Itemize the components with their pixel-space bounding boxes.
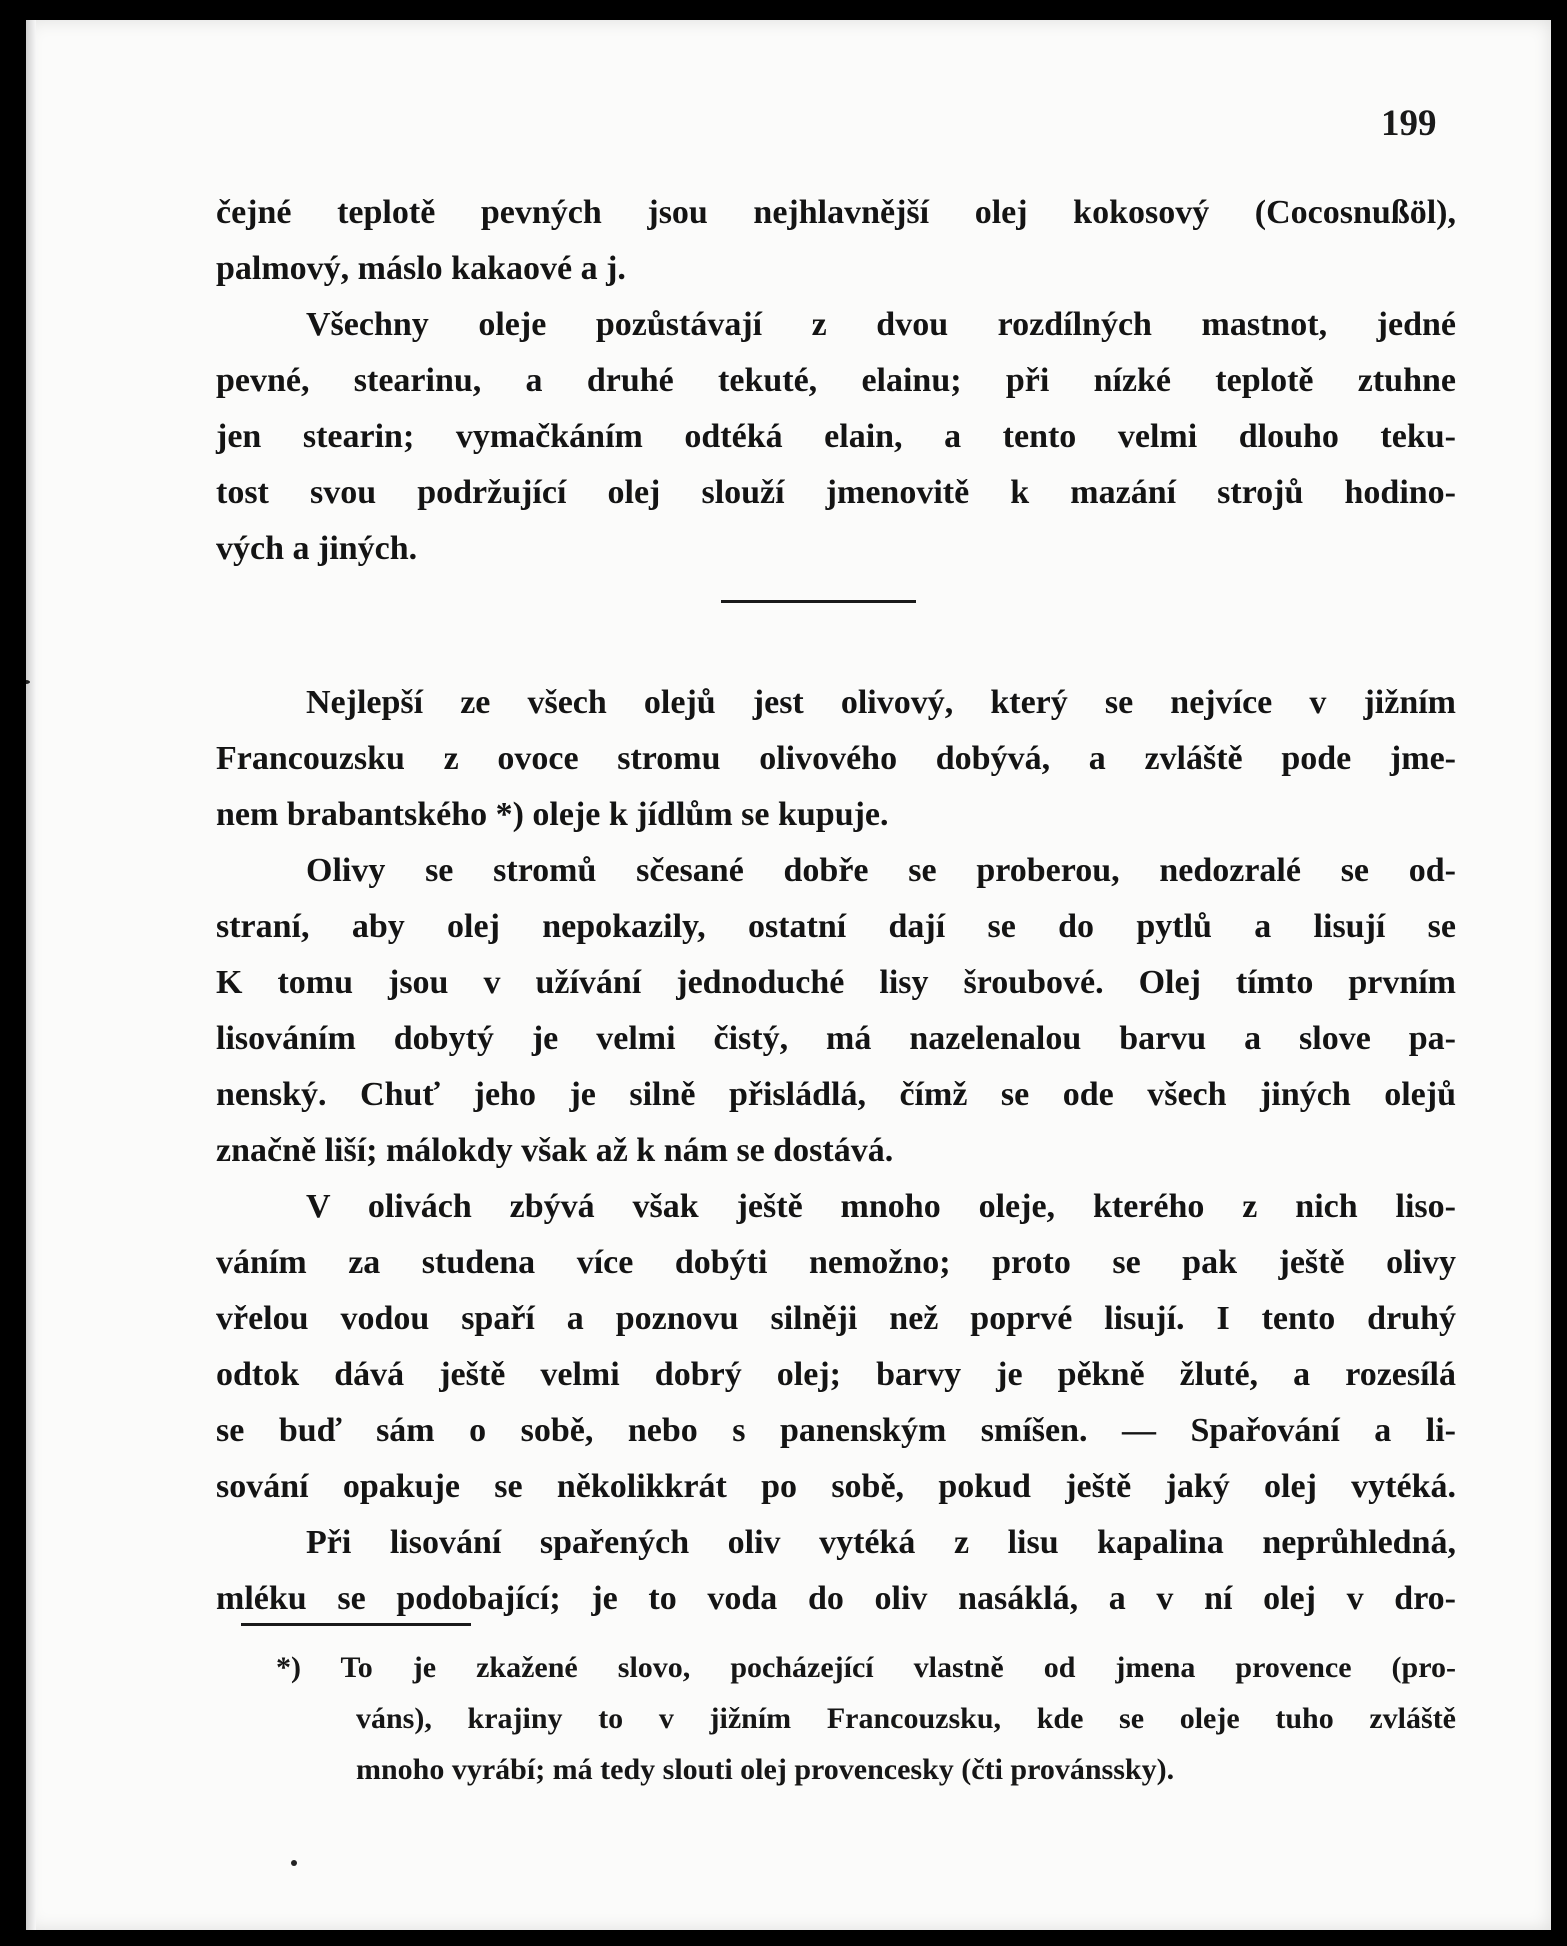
text-line: mléku se podobající; je to voda do oliv nasáklá, a v ní olej v dro- <box>216 1580 1456 1617</box>
book-page <box>26 20 1551 1930</box>
footnote-rule <box>241 1623 471 1626</box>
text-line: K tomu jsou v užívání jednoduché lisy šroubové. Olej tímto prvním <box>216 964 1456 1001</box>
text-line: lisováním dobytý je velmi čistý, má nazelenalou barvu a slove pa- <box>216 1020 1456 1057</box>
text-line: sování opakuje se několikkrát po sobě, pokud ještě jaký olej vytéká. <box>216 1468 1456 1505</box>
text-line: vřelou vodou spaří a poznovu silněji než poprvé lisují. I tento druhý <box>216 1300 1456 1337</box>
text-line: nenský. Chuť jeho je silně přisládlá, čímž se ode všech jiných olejů <box>216 1076 1456 1113</box>
footnote-line: *) To je zkažené slovo, pocházející vlastně od jmena provence (pro- <box>276 1651 1456 1684</box>
text-line: Všechny oleje pozůstávají z dvou rozdílných mastnot, jedné <box>306 306 1456 343</box>
paragraph-block-olive-oil <box>216 675 1456 1627</box>
text-line: Olivy se stromů sčesané dobře se proberou, nedozralé se od- <box>306 852 1456 889</box>
text-line: palmový, máslo kakaové a j. <box>216 250 626 287</box>
text-line: Francouzsku z ovoce stromu olivového dobývá, a zvláště pode jme- <box>216 740 1456 777</box>
section-divider <box>721 600 916 603</box>
text-line: nem brabantského *) oleje k jídlům se kupuje. <box>216 796 889 833</box>
text-line: se buď sám o sobě, nebo s panenským smíšen. — Spařování a li- <box>216 1412 1456 1449</box>
text-line: čejné teplotě pevných jsou nejhlavnější olej kokosový (Cocosnußöl), <box>216 194 1456 231</box>
footnote-line: váns), krajiny to v jižním Francouzsku, kde se oleje tuho zvláště <box>356 1702 1456 1735</box>
text-line: tost svou podržující olej slouží jmenovitě k mazání strojů hodino- <box>216 474 1456 511</box>
text-line: Nejlepší ze všech olejů jest olivový, který se nejvíce v jižním <box>306 684 1456 721</box>
page-binding-edge <box>26 20 36 1930</box>
text-line: odtok dává ještě velmi dobrý olej; barvy je pěkně žluté, a rozesílá <box>216 1356 1456 1393</box>
text-line: váním za studena více dobýti nemožno; proto se pak ještě olivy <box>216 1244 1456 1281</box>
text-line: V olivách zbývá však ještě mnoho oleje, kterého z nich liso- <box>306 1188 1456 1225</box>
text-line: vých a jiných. <box>216 530 418 567</box>
text-line: straní, aby olej nepokazily, ostatní dají se do pytlů a lisují se <box>216 908 1456 945</box>
footnote <box>241 1642 1456 1795</box>
ink-speck <box>291 1860 297 1866</box>
text-line: Při lisování spařených oliv vytéká z lisu kapalina neprůhledná, <box>306 1524 1456 1561</box>
text-line: pevné, stearinu, a druhé tekuté, elainu; při nízké teplotě ztuhne <box>216 362 1456 399</box>
paragraph-block-oils <box>216 185 1456 577</box>
text-line: značně liší; málokdy však až k nám se dostává. <box>216 1132 894 1169</box>
footnote-line: mnoho vyrábí; má tedy slouti olej provencesky (čti provánssky). <box>356 1753 1175 1786</box>
text-line: jen stearin; vymačkáním odtéká elain, a tento velmi dlouho teku- <box>216 418 1456 455</box>
page-number: 199 <box>1381 103 1437 144</box>
